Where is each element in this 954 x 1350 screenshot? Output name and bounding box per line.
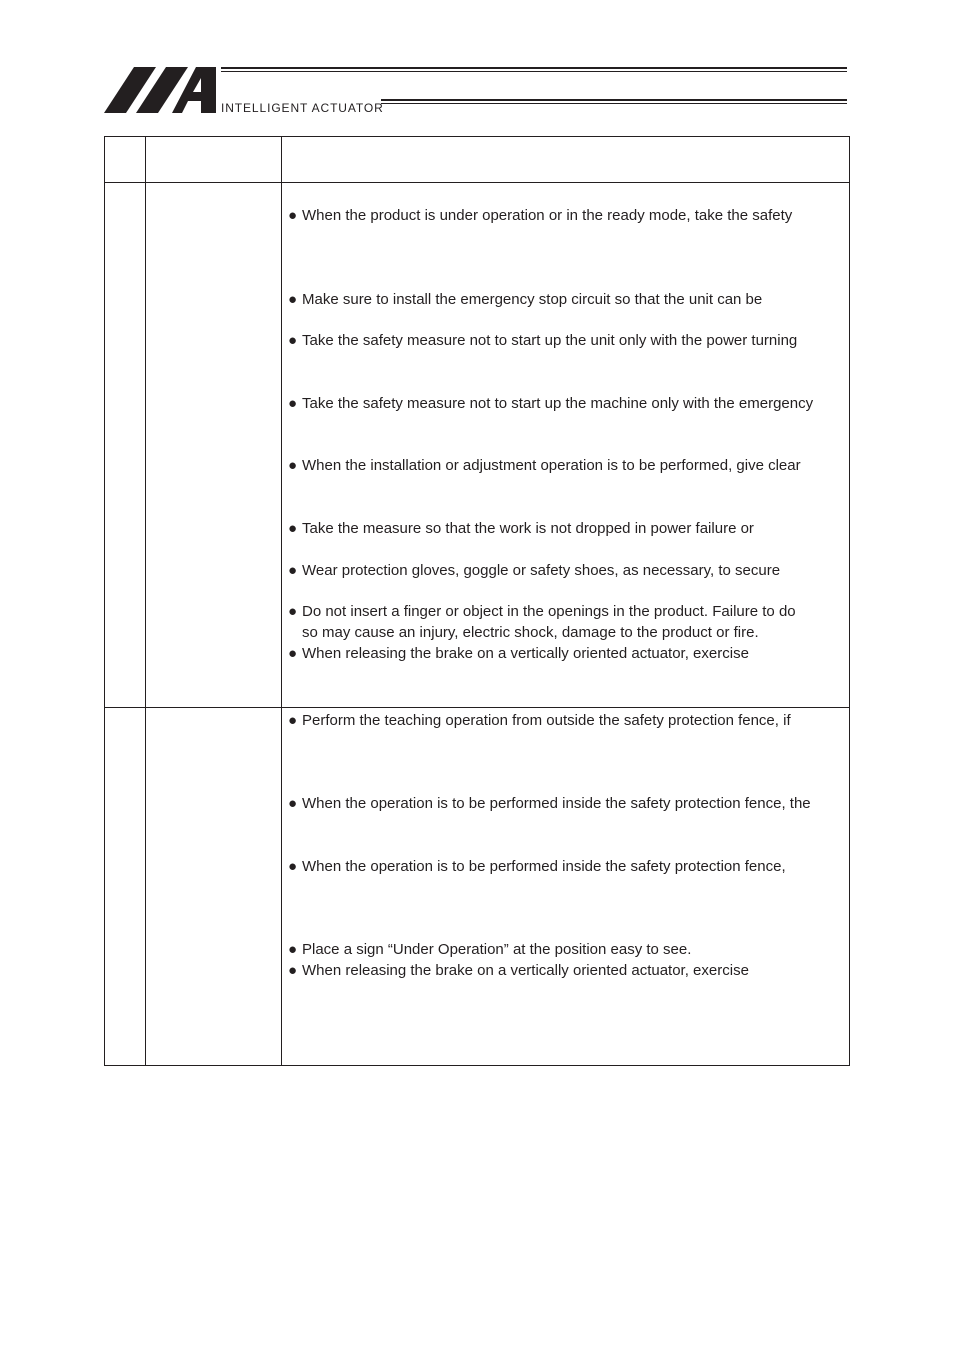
header-rule-top-thick	[221, 67, 847, 69]
list-item: ● When releasing the brake on a vertically oriented actuator, exercise	[288, 645, 749, 662]
list-item: ● Take the measure so that the work is not dropped in power failure or	[288, 520, 754, 537]
list-item: ● Take the safety measure not to start up the unit only with the power turning	[288, 332, 798, 349]
page-header	[0, 0, 954, 130]
row-operation-cell	[146, 708, 282, 1066]
table-row	[105, 183, 850, 708]
iai-logo	[104, 66, 216, 114]
header-rule-bottom-thick	[381, 99, 847, 101]
list-item: ● When the operation is to be performed inside the safety protection fence,	[288, 858, 786, 875]
table-row	[105, 708, 850, 1066]
header-no-cell	[105, 137, 146, 183]
list-item: ● When the installation or adjustment operation is to be performed, give clear	[288, 457, 801, 474]
brand-name: INTELLIGENT ACTUATOR	[221, 101, 384, 115]
table-header-row	[105, 137, 850, 183]
list-item-continuation: so may cause an injury, electric shock, damage to the product or fire.	[302, 624, 759, 641]
list-item: ● When the operation is to be performed inside the safety protection fence, the	[288, 795, 811, 812]
header-description-cell	[282, 137, 850, 183]
row-description-cell	[282, 708, 850, 1066]
list-item: ● When the product is under operation or in the ready mode, take the safety	[288, 207, 793, 224]
list-item: ● Do not insert a finger or object in the openings in the product. Failure to do	[288, 603, 796, 620]
safety-table	[104, 136, 850, 1066]
list-item: ● Perform the teaching operation from outside the safety protection fence, if	[288, 712, 791, 729]
row-no-cell	[105, 183, 146, 708]
header-operation-cell	[146, 137, 282, 183]
list-item: ● Wear protection gloves, goggle or safety shoes, as necessary, to secure	[288, 562, 781, 579]
row-operation-cell	[146, 183, 282, 708]
list-item: ● When releasing the brake on a vertically oriented actuator, exercise	[288, 962, 749, 979]
header-rule-top-thin	[221, 71, 847, 72]
list-item: ● Place a sign “Under Operation” at the position easy to see.	[288, 941, 692, 958]
header-rule-bottom-thin	[381, 103, 847, 104]
list-item: ● Take the safety measure not to start up the machine only with the emergency	[288, 395, 814, 412]
row-no-cell	[105, 708, 146, 1066]
list-item: ● Make sure to install the emergency stop circuit so that the unit can be	[288, 291, 763, 308]
row-description-cell	[282, 183, 850, 708]
